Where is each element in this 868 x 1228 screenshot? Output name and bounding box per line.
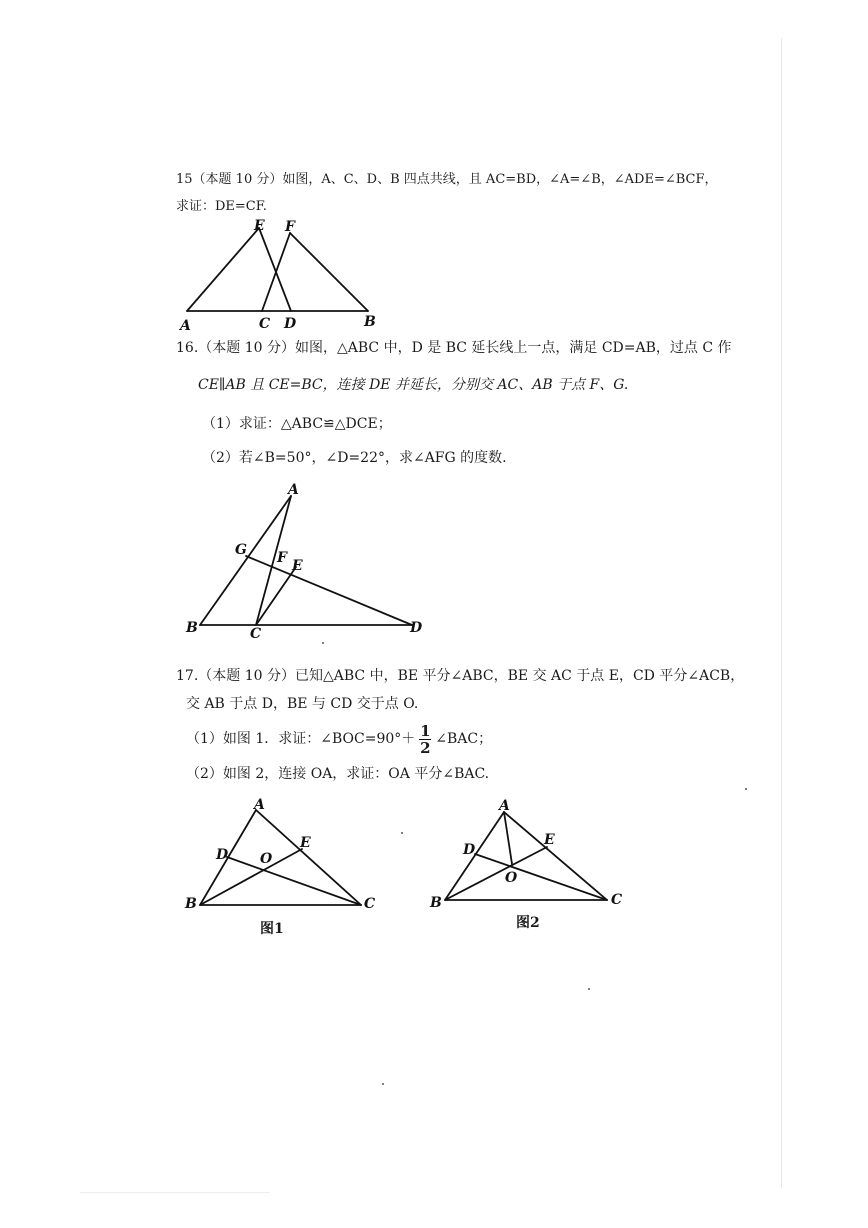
q16-label-D: D [410, 620, 423, 636]
q16-line2: CE∥AB 且 CE=BC，连接 DE 并延长，分别交 AC、AB 于点 F、G. [198, 377, 629, 393]
q15-line1: 15（本题 10 分）如图，A、C、D、B 四点共线，且 AC=BD，∠A=∠B，∠ADE=∠BCF， [176, 172, 718, 187]
q16-label-A: A [288, 482, 299, 498]
fig2-label-A: A [499, 798, 510, 814]
fig1-caption: 图1 [260, 921, 284, 937]
fig1-label-O: O [260, 851, 273, 867]
fig2-segment-DC [475, 854, 607, 900]
q17-figure2 [425, 790, 645, 915]
fig2-label-C: C [611, 892, 623, 908]
fig2-label-E: E [544, 832, 555, 848]
q15-label-F: F [285, 219, 295, 235]
fig2-caption: 图2 [516, 915, 540, 931]
scan-speck [401, 832, 403, 834]
q16-figure [180, 478, 440, 648]
fig2-label-D: D [463, 842, 476, 858]
q16-segment-GD [246, 556, 412, 625]
q15-figure [170, 210, 400, 335]
q16-label-B: B [186, 620, 198, 636]
q16-label-C: C [250, 626, 262, 642]
fig2-segment-AO [504, 812, 512, 864]
q15-line2: 求证：DE=CF. [176, 199, 267, 214]
q15-label-C: C [259, 316, 271, 332]
q15-segment-ED [259, 228, 291, 311]
scan-speck [322, 642, 324, 644]
scan-speck [382, 1083, 384, 1085]
scan-speck [745, 788, 747, 790]
fig1-label-E: E [300, 835, 311, 851]
q16-label-E: E [292, 558, 303, 574]
q15-segment-AE [187, 228, 259, 311]
scan-speck [588, 988, 590, 990]
q17-fraction-half [419, 723, 431, 756]
q15-label-D: D [284, 316, 297, 332]
q17-line1: 17.（本题 10 分）已知△ABC 中，BE 平分∠ABC，BE 交 AC 于点 E，CD 平分∠ACB， [176, 668, 745, 684]
q17-figure1 [180, 795, 390, 920]
q15-label-A: A [180, 318, 191, 334]
scan-edge-line [781, 38, 782, 1188]
q15-label-E: E [254, 218, 265, 234]
q17-part1-prefix: （1）如图 1．求证：∠BOC=90°＋ [186, 731, 416, 747]
fig2-segment-AC [504, 812, 607, 900]
q16-line1: 16.（本题 10 分）如图，△ABC 中，D 是 BC 延长线上一点，满足 CD=AB，过点 C 作 [176, 340, 732, 356]
fig1-label-C: C [364, 896, 376, 912]
q16-segment-CE [256, 567, 296, 625]
q17-line2: 交 AB 于点 D，BE 与 CD 交于点 O. [186, 696, 419, 712]
q15-label-B: B [364, 314, 376, 330]
fig2-label-B: B [430, 895, 442, 911]
q17-part1 [186, 722, 492, 756]
q15-segment-FB [290, 233, 368, 311]
q16-label-F: F [277, 550, 287, 566]
fig2-label-O: O [505, 870, 518, 886]
fig1-label-A: A [254, 797, 265, 813]
q17-part2: （2）如图 2，连接 OA，求证：OA 平分∠BAC. [186, 766, 490, 782]
fig1-segment-DC [227, 857, 361, 905]
fig1-label-B: B [185, 896, 197, 912]
q16-label-G: G [235, 542, 247, 558]
q17-part1-suffix: ∠BAC； [435, 731, 493, 747]
fig1-label-D: D [216, 847, 229, 863]
q16-part1: （1）求证：△ABC≌△DCE； [202, 416, 392, 432]
q16-part2: （2）若∠B=50°，∠D=22°，求∠AFG 的度数. [202, 450, 507, 466]
scan-edge-line-bottom [80, 1192, 270, 1193]
q17-fraction-numerator: 1 [420, 721, 431, 740]
q17-fraction-denominator: 2 [420, 738, 431, 757]
